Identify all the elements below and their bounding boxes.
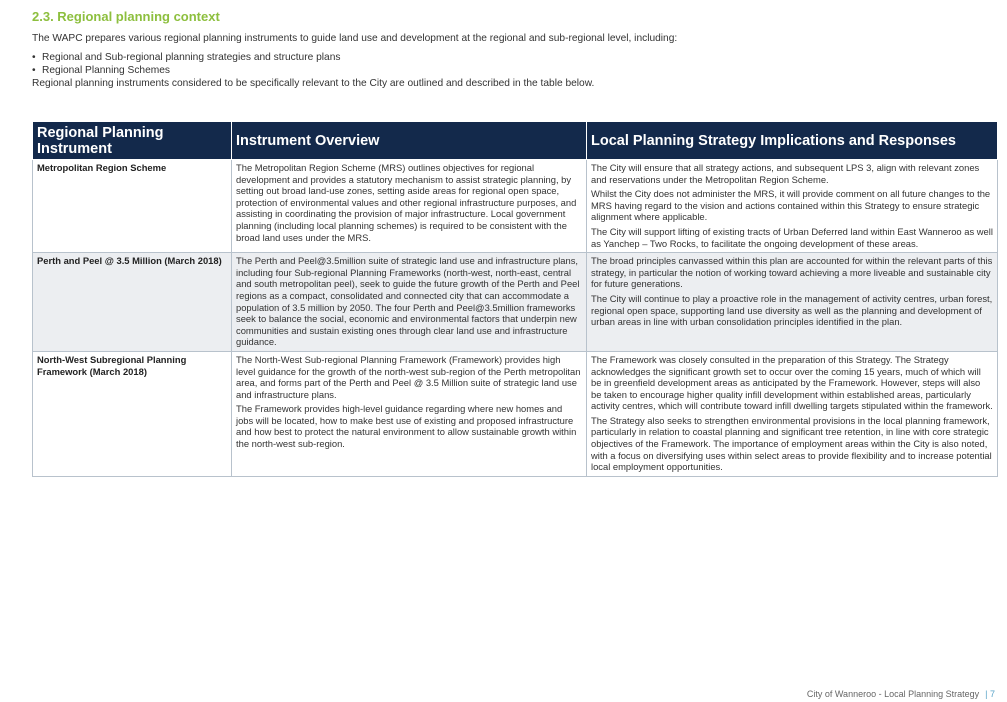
table-row	[33, 160, 998, 253]
table-row	[33, 253, 998, 352]
instrument-name: North-West Subregional Planning Framework (March 2018)	[33, 351, 232, 476]
implications-paragraph: The City will continue to play a proactive role in the management of activity centres, urban forest, regional open space, supporting land use diversity as well as the planning and development of urban areas in line with urban consolidation principles identified in the plan.	[591, 292, 993, 328]
instrument-name: Perth and Peel @ 3.5 Million (March 2018)	[33, 253, 232, 352]
instrument-overview	[232, 351, 587, 476]
document-title: City of Wanneroo - Local Planning Strategy	[806, 689, 980, 699]
page-footer	[807, 689, 995, 699]
list-item: • Regional and Sub-regional planning strategies and structure plans	[32, 52, 340, 65]
implications-paragraph: Whilst the City does not administer the MRS, it will provide comment on all future changes to the MRS having regard to the vision and actions contained within this Strategy to ensure strategic alignment where applicable.	[591, 188, 991, 223]
overview-paragraph: The North-West Sub-regional Planning Framework (Framework) provides high level guidance for the growth of the north-west sub-region of the Perth metropolitan area, and forms part of the Perth and Peel @ 3.5 Million suite of strategic land use and infrastructure plans.	[236, 353, 581, 400]
implications-paragraph: The City will ensure that all strategy actions, and subsequent LPS 3, align with relevant zones and reservations under the Metropolitan Region Scheme.	[591, 162, 980, 185]
overview-paragraph: The Framework provides high-level guidance regarding where new homes and jobs will be located, how to make best use of existing and proposed infrastructure and how best to protect the natural environment to allow sustainable growth within the north-west sub-region.	[236, 403, 577, 450]
implications-paragraph: The Framework was closely consulted in the preparation of this Strategy. The Strategy acknowledges the significant growth set to occur over the coming 15 years, much of which will be in greenfield development areas as anticipated by the Framework. However, steps will also be taken to encourage higher quality infill development within established areas, particularly activity centres, which will contribute toward infill dwelling targets stipulated within the framework.	[591, 353, 993, 412]
instrument-type-list	[32, 52, 340, 78]
table-row	[33, 351, 998, 476]
strategy-implications	[587, 351, 998, 476]
instrument-overview	[232, 160, 587, 253]
column-header-instrument: Regional Planning Instrument	[33, 122, 232, 160]
overview-paragraph: The Perth and Peel@3.5million suite of strategic land use and infrastructure plans, including four Sub-regional Planning Frameworks (north-west, north-east, central and south metropolitan peel), seek to guide the future growth of the Perth and Peel regions as a compact, consolidated and connected city that can accommodate a population of 3.5 million by 2050. The four Perth and Peel@3.5million frameworks seek to balance the social, economic and environmental factors that underpin new communities and sustain existing ones through clear land use and infrastructure guidance.	[236, 255, 580, 348]
table-header-row	[33, 122, 998, 160]
instrument-overview	[232, 253, 587, 352]
strategy-implications	[587, 160, 998, 253]
table-intro-paragraph: Regional planning instruments considered to be specifically relevant to the City are outlined and described in the table below.	[32, 78, 595, 89]
column-header-overview: Instrument Overview	[232, 122, 587, 160]
implications-paragraph: The Strategy also seeks to strengthen environmental provisions in the local planning framework, particularly in relation to coastal planning and significant tree retention, in line with core strategic objectives of the Framework. The importance of employment areas within the City is also noted, with a focus on diversifying uses within select areas to provide flexibility and to increase potential local employment opportunities.	[591, 414, 992, 473]
overview-paragraph: The Metropolitan Region Scheme (MRS) outlines objectives for regional development and provides a statutory mechanism to assist strategic planning, by setting out broad land-use zones, setting aside areas for regional open space, protection of environmental values and other regional infrastructure purposes, and assisting in coordinating the provision of major infrastructure. Local government planning (including local planning schemes) is required to be consistent with the broad land uses under the MRS.	[236, 162, 577, 243]
implications-paragraph: The City will support lifting of existing tracts of Urban Deferred land within East Wanneroo as well as Yanchep – Two Rocks, to facilitate the ongoing development of these areas.	[591, 225, 993, 249]
section-heading: 2.3. Regional planning context	[32, 9, 220, 24]
list-item: • Regional Planning Schemes	[32, 65, 340, 78]
column-header-implications: Local Planning Strategy Implications and Responses	[587, 122, 998, 160]
regional-planning-table	[32, 121, 998, 477]
page-number: | 7	[985, 689, 995, 699]
strategy-implications	[587, 253, 998, 352]
implications-paragraph: The broad principles canvassed within this plan are accounted for within the relevant parts of this strategy, in particular the notion of working toward achieving a more liveable and sustainable city for future generations.	[591, 255, 993, 290]
instrument-name: Metropolitan Region Scheme	[33, 160, 232, 253]
intro-paragraph: The WAPC prepares various regional planning instruments to guide land use and development at the regional and sub-regional level, including:	[32, 33, 678, 44]
